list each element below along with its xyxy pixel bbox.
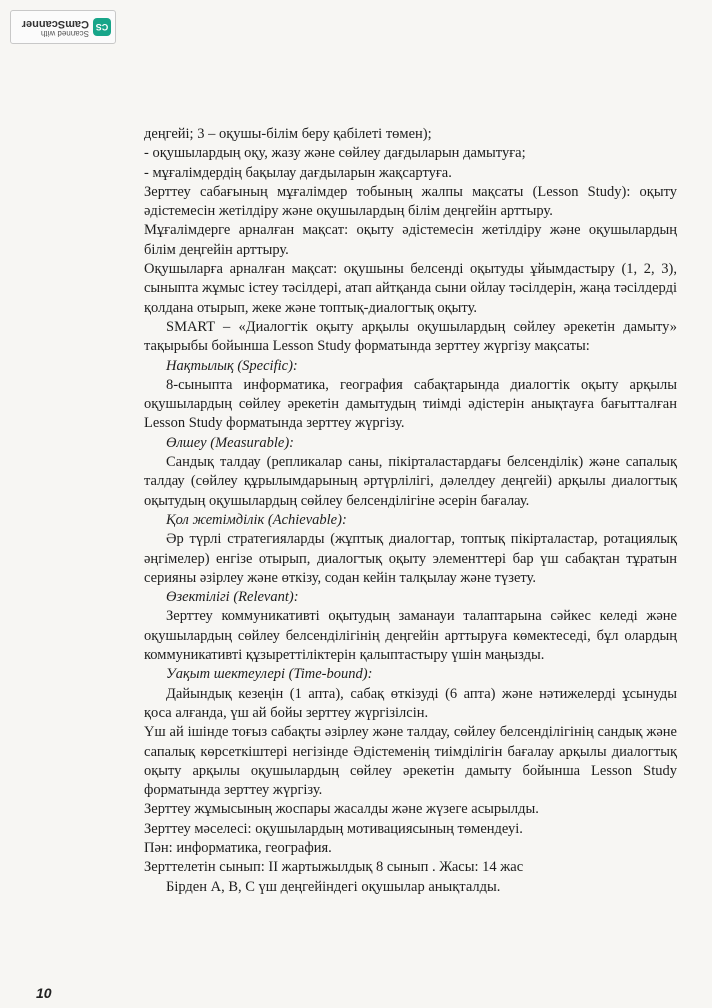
paragraph: SMART – «Диалогтік оқыту арқылы оқушылардың сөйлеу әрекетін дамыту» тақырыбы бойынша Lesson Study форматында зерттеу жүргізу мақсаты:	[144, 318, 677, 355]
paragraph: Зерттеу сабағының мұғалімдер тобының жалпы мақсаты (Lesson Study): оқыту әдістемесін жетілдіру және оқушылардың білім деңгейін арттыру.	[144, 183, 677, 220]
camscanner-watermark	[10, 10, 116, 44]
section-subheading: Өлшеу (Measurable):	[166, 434, 294, 451]
paragraph: Мұғалімдерге арналған мақсат: оқыту әдістемесін жетілдіру және оқушылардың білім деңгейін арттыру.	[144, 222, 677, 258]
paragraph: Әр түрлі стратегияларды (жұптық диалогтар, топтық пікірталастар, ротациялық әңгімелер) енгізе отырып, диалогтық оқыту элементтері бар үш сабақтан тұратын серияны әзірлеу және өткізу, содан кейін талқылау және түзету.	[144, 531, 677, 586]
paragraph: Зерттеу жұмысының жоспары жасалды және жүзеге асырылды.	[144, 801, 539, 818]
paragraph: 8-сыныпта информатика, география сабақтарында диалогтік оқыту арқылы оқушылардың сөйлеу әрекетін дамытудың тиімді әдістерін анықтауға бағытталған Lesson Study форматында зерттеу жүргізу.	[144, 376, 677, 432]
watermark-line-1: Scanned with	[40, 28, 89, 38]
section-subheading: Өзектілігі (Relevant):	[166, 589, 299, 606]
paragraph: Үш ай ішінде тоғыз сабақты әзірлеу және талдау, сөйлеу белсенділігінің сандық және сапалық көрсеткіштері негізінде Әдістеменің тиімділігін бағалау арқылы диалогтық оқыту арқылы оқушылардың сөйлеу әрекетін дамыту бойынша Lesson Study форматында зерттеу жүргізу.	[144, 724, 677, 799]
paragraph: Оқушыларға арналған мақсат: оқушыны белсенді оқытуды ұйымдастыру (1, 2, 3), сыныпта жұмыс істеу тәсілдері, атап айтқанда сыни ойлау тәсілдерін, жаңа тәсілдерді қолдана отырып, жеке және топтық-диалогтық оқыту.	[144, 261, 677, 316]
paragraph: Бірден А, В, С үш деңгейіндегі оқушылар анықталды.	[166, 878, 501, 895]
paragraph: Пән: информатика, география.	[144, 839, 332, 856]
page-number: 10	[36, 985, 52, 1001]
paragraph: Зерттелетін сынып: II жартыжылдық 8 сынып . Жасы: 14 жас	[144, 859, 524, 876]
list-item: - мұғалімдердің бақылау дағдыларын жақсартуға.	[144, 164, 452, 181]
section-subheading: Уақыт шектеулері (Time-bound):	[166, 666, 373, 683]
section-subheading: Қол жетімділік (Achievable):	[166, 511, 347, 528]
paragraph: Зерттеу коммуникативті оқытудың заманауи талаптарына сәйкес келеді және оқушылардың сөйлеу белсенділігінің деңгейін арттыруға көмектеседі, бұл олардың коммуникативті құзыреттіліктерін қалыптастыру үшін маңызды.	[144, 608, 677, 664]
watermark-line-2: CamScanner	[21, 17, 89, 30]
list-item: - оқушылардың оқу, жазу және сөйлеу дағдыларын дамытуға;	[144, 145, 526, 162]
paragraph: деңгейі; 3 – оқушы-білім беру қабілеті төмен);	[144, 126, 432, 142]
paragraph: Зерттеу мәселесі: оқушылардың мотивациясының төмендеуі.	[144, 820, 523, 837]
camscanner-logo-icon: CS	[93, 18, 111, 36]
section-subheading: Нақтылық (Specific):	[166, 357, 298, 374]
paragraph: Дайындық кезеңін (1 апта), сабақ өткізуді (6 апта) және нәтижелерді ұсынуды қоса алғанда, үш ай бойы зерттеу жүргізілсін.	[144, 685, 677, 721]
paragraph: Сандық талдау (репликалар саны, пікірталастардағы белсенділік) және сапалық талдау (сөйлеу құрылымдарының әртүрлілігі, дәлелдеу деңгейі) арқылы диалогтық оқытудың оқушылардың сөйлеу белсенділігіне әсерін бағалау.	[144, 454, 677, 509]
body-text	[144, 125, 677, 897]
watermark-text	[22, 17, 89, 37]
